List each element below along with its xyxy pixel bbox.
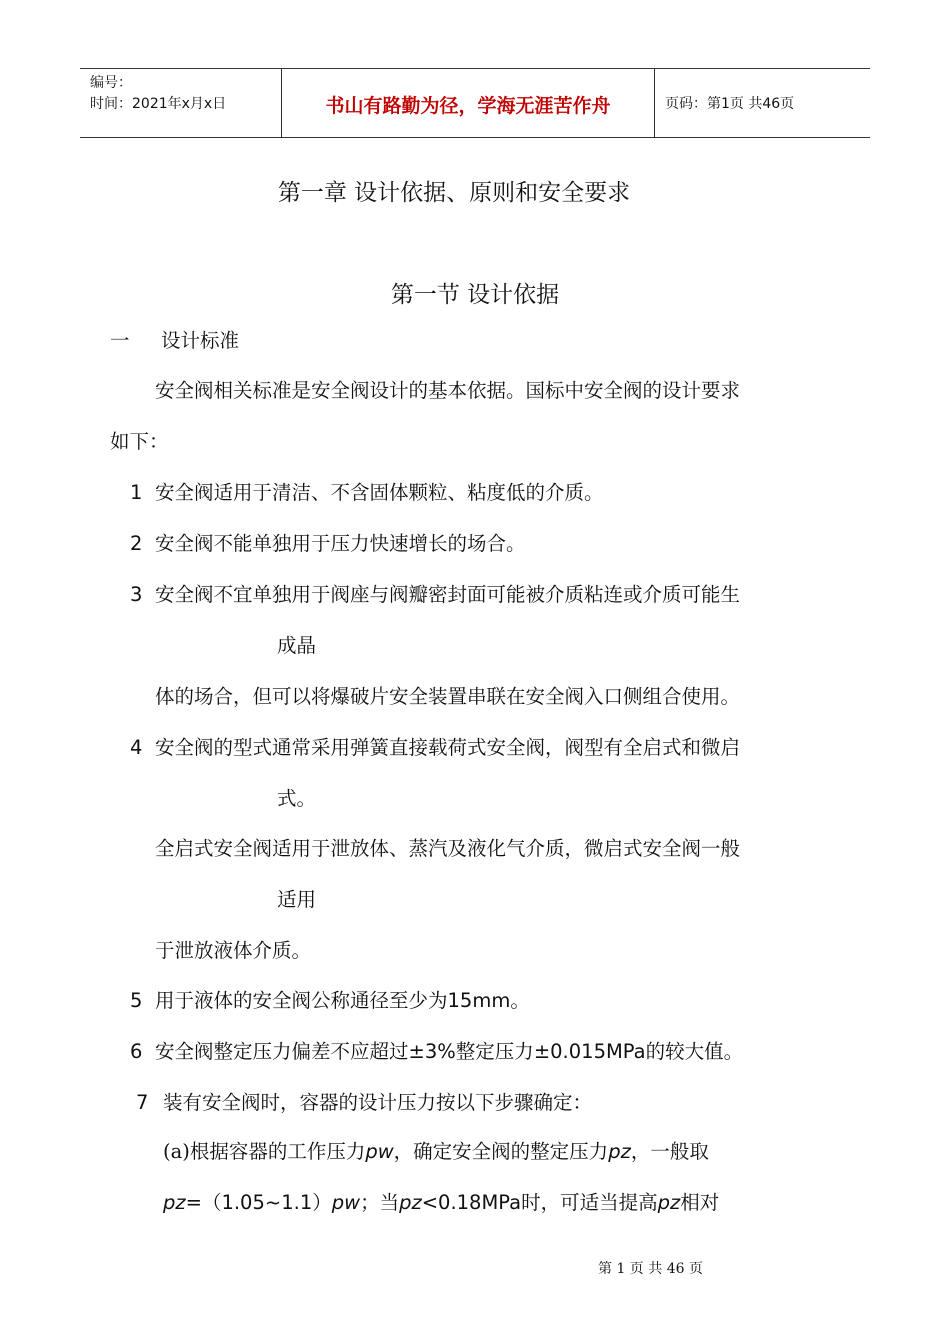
- item-continuation: 体的场合，但可以将爆破片安全装置串联在安全阀入口侧组合使用。: [155, 685, 741, 708]
- item-number: 7: [136, 1091, 149, 1114]
- page-header: [80, 68, 870, 138]
- header-divider: [654, 69, 655, 137]
- symbol-pz: pz: [399, 1191, 422, 1214]
- doc-number-label: 编号：: [90, 75, 132, 91]
- item-text: [155, 988, 530, 1014]
- symbol-pw: pw: [365, 1140, 394, 1163]
- item-text-part: 安全阀整定压力偏差不应超过: [155, 1040, 409, 1063]
- subitem-text-part: (a)根据容器的工作压力: [163, 1140, 366, 1163]
- paragraph-line: 安全阀相关标准是安全阀设计的基本依据。国标中安全阀的设计要求: [155, 379, 741, 402]
- symbol-pw: pw: [331, 1191, 361, 1214]
- item-number: 4: [130, 736, 143, 759]
- item-number: 3: [130, 583, 143, 606]
- subsection-title: 设计标准: [161, 329, 240, 352]
- subitem-text: [163, 1139, 709, 1165]
- item-value: 15mm: [447, 989, 511, 1012]
- item-text-part: 用于液体的安全阀公称通径至少为: [155, 989, 448, 1012]
- item-text-part: 。: [510, 989, 530, 1012]
- item-continuation: 成晶: [277, 634, 317, 657]
- subitem-text-part: 相对: [680, 1191, 720, 1214]
- item-number: 6: [130, 1040, 143, 1063]
- chapter-title: 第一章 设计依据、原则和安全要求: [277, 180, 631, 206]
- item-continuation: 式。: [277, 787, 317, 810]
- item-text: 安全阀的型式通常采用弹簧直接载荷式安全阀，阀型有全启式和微启: [155, 736, 741, 759]
- item-number: 5: [130, 989, 143, 1012]
- item-text: 安全阀不能单独用于压力快速增长的场合。: [155, 532, 526, 555]
- item-value: ±0.015MPa: [533, 1040, 646, 1063]
- symbol-pz: pz=: [163, 1191, 202, 1214]
- item-number: 1: [130, 481, 143, 504]
- item-text: 安全阀适用于清洁、不含固体颗粒、粘度低的介质。: [155, 481, 604, 504]
- item-number: 2: [130, 532, 143, 555]
- subsection-number: 一: [110, 329, 130, 352]
- item-text-part: 整定压力: [455, 1040, 534, 1063]
- section-title: 第一节 设计依据: [390, 282, 560, 308]
- symbol-pz: pz: [608, 1140, 631, 1163]
- header-meta: [90, 73, 226, 115]
- header-motto: 书山有路勤为径，学海无涯苦作舟: [325, 95, 611, 117]
- subitem-text-part: ，一般取: [630, 1140, 709, 1163]
- subitem-text-part: ，确定安全阀的整定压力: [393, 1140, 609, 1163]
- subitem-value: <0.18MPa: [421, 1191, 522, 1214]
- item-text: 装有安全阀时，容器的设计压力按以下步骤确定：: [163, 1091, 593, 1114]
- header-page-info: 页码：第1页 共46页: [665, 96, 795, 112]
- subitem-text-part: 时，可适当提高: [521, 1191, 658, 1214]
- page-footer: 第 1 页 共 46 页: [598, 1261, 703, 1277]
- subitem-text: [163, 1190, 719, 1216]
- subitem-range: （1.05~1.1）: [201, 1191, 332, 1214]
- item-text: [155, 1039, 743, 1065]
- symbol-pz: pz: [657, 1191, 681, 1214]
- doc-time-label: 时间：2021年x月x日: [90, 96, 227, 112]
- item-continuation: 适用: [277, 888, 317, 911]
- item-paragraph: 全启式安全阀适用于泄放体、蒸汽及液化气介质，微启式安全阀一般: [155, 837, 741, 860]
- item-text-part: 的较大值。: [645, 1040, 744, 1063]
- paragraph-line: 如下：: [110, 430, 169, 453]
- item-value: ±3%: [408, 1040, 456, 1063]
- item-text: 安全阀不宜单独用于阀座与阀瓣密封面可能被介质粘连或介质可能生: [155, 583, 741, 606]
- subitem-text-part: ；当: [360, 1191, 400, 1214]
- item-continuation: 于泄放液体介质。: [155, 939, 312, 962]
